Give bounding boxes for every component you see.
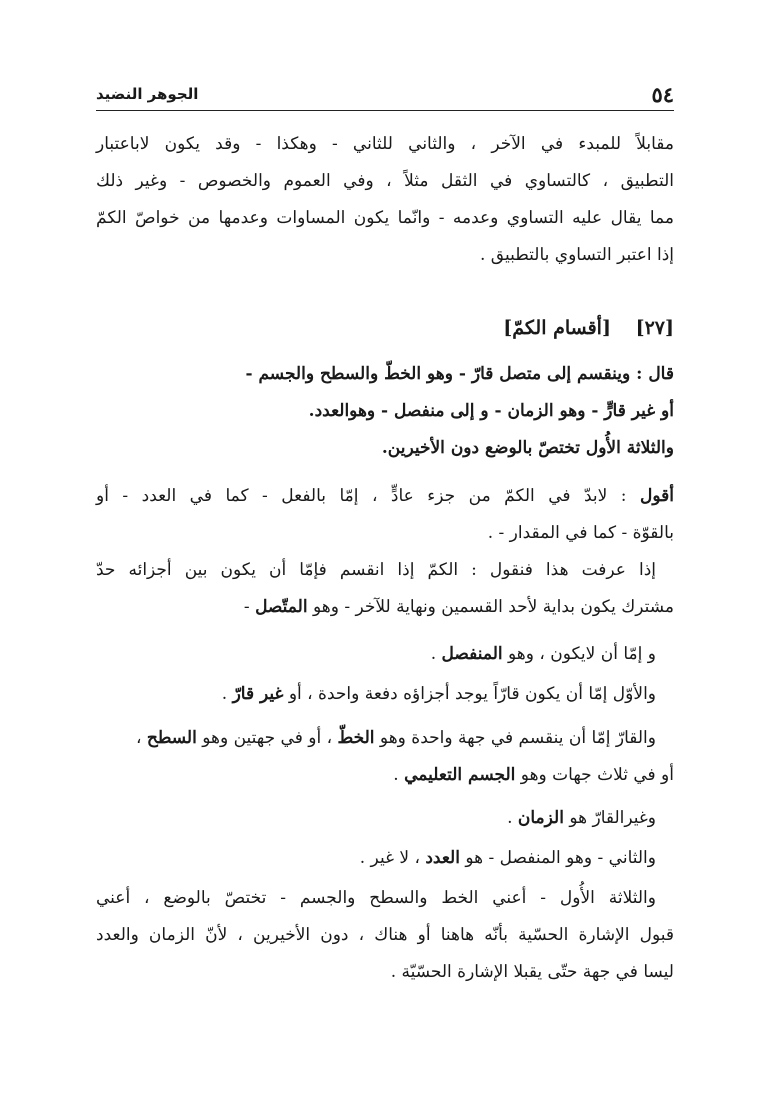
text-line: مما يقال عليه التساوي وعدمه - وانّما يكون المساوات وعدمها من خواصّ الكمّ xyxy=(96,208,674,228)
text-line: والقارّ إمّا أن ينقسم في جهة واحدة وهو xyxy=(379,728,656,748)
matn-block xyxy=(96,356,674,467)
text-line: أو في ثلاث جهات وهو xyxy=(520,765,674,785)
punctuation: . xyxy=(507,808,513,828)
punctuation: . xyxy=(221,684,228,704)
term-sath: السطح xyxy=(146,728,197,748)
text-line: مقابلاً للمبدء في الآخر ، والثاني للثاني - وهكذا - وقد يكون لاباعتبار xyxy=(96,134,674,154)
term-muttasil: المتّصل xyxy=(255,597,308,617)
term-ghayr-qarr: غير قارّ xyxy=(232,684,284,704)
term-khatt: الخطّ xyxy=(337,728,375,748)
section-heading xyxy=(96,306,674,350)
text-line: ليسا في جهة حتّى يقبلا الإشارة الحسّيّة . xyxy=(390,962,674,982)
paragraph-5 xyxy=(96,720,674,794)
paragraph-4 xyxy=(96,676,674,713)
text-line: و إمّا أن لايكون ، وهو xyxy=(508,644,656,664)
text-line: والأوّل إمّا أن يكون قارّاً يوجد أجزاؤه دفعة واحدة ، أو xyxy=(288,684,656,704)
punctuation: ، xyxy=(135,728,142,748)
text-line: إذا اعتبر التساوي بالتطبيق . xyxy=(479,245,674,265)
paragraph-8 xyxy=(96,880,674,991)
punctuation: . xyxy=(393,765,399,785)
aqulu-lead: أقول xyxy=(640,486,675,506)
paragraph-7 xyxy=(96,840,674,877)
text-line: ، أو في جهتين وهو xyxy=(202,728,333,748)
paragraph-1 xyxy=(96,126,674,274)
paragraph-2 xyxy=(96,552,674,626)
section-title: [أقسام الكمّ] xyxy=(503,317,611,339)
text-line: أو غير قارٍّ - وهو الزمان - و إلى منفصل - وهوالعدد. xyxy=(308,401,674,421)
punctuation: - xyxy=(243,597,250,617)
text-line: والثلاثة الأُول - أعني الخط والسطح والجسم - تختصّ بالوضع ، أعني xyxy=(96,888,656,908)
text-line: وغيرالقارّ هو xyxy=(569,808,656,828)
paragraph-3 xyxy=(96,636,674,673)
term-munfasil: المنفصل xyxy=(441,644,503,664)
text-line: والثلاثة الأُول تختصّ بالوضع دون الأخيرين. xyxy=(381,438,674,458)
section-number: [٢٧] xyxy=(635,317,674,339)
text-line: : وينقسم إلى متصل قارّ - وهو الخطّ والسطح والجسم - xyxy=(245,364,643,384)
page-number: ٥٤ xyxy=(651,82,674,107)
page-header xyxy=(96,82,674,108)
text-line: : لابدّ في الكمّ من جزء عادٍّ ، إمّا بالفعل - كما في العدد - أو xyxy=(96,486,627,506)
text-line: إذا عرفت هذا فنقول : الكمّ إذا انقسم فإمّا أن يكون بين أجزائه حدّ xyxy=(96,560,656,580)
running-title: الجوهر النضيد xyxy=(96,85,199,103)
commentary-block xyxy=(96,478,674,552)
qala-lead: قال xyxy=(648,364,674,384)
punctuation: ، لا غير . xyxy=(359,848,420,868)
term-adad: العدد xyxy=(425,848,460,868)
text-line: مشترك يكون بداية لأحد القسمين ونهاية للآخر - وهو xyxy=(312,597,674,617)
paragraph-6 xyxy=(96,800,674,837)
text-line: بالقوّة - كما في المقدار - . xyxy=(487,523,674,543)
text-line: التطبيق ، كالتساوي في الثقل مثلاً ، وفي العموم والخصوص - وغير ذلك xyxy=(96,171,674,191)
term-jism-talimi: الجسم التعليمي xyxy=(404,765,516,785)
header-rule xyxy=(96,110,674,111)
text-line: والثاني - وهو المنفصل - هو xyxy=(465,848,656,868)
term-zaman: الزمان xyxy=(517,808,564,828)
punctuation: . xyxy=(430,644,437,664)
text-line: قبول الإشارة الحسّية بأنّه هاهنا أو هناك ، دون الأخيرين ، لأنّ الزمان والعدد xyxy=(96,925,674,945)
